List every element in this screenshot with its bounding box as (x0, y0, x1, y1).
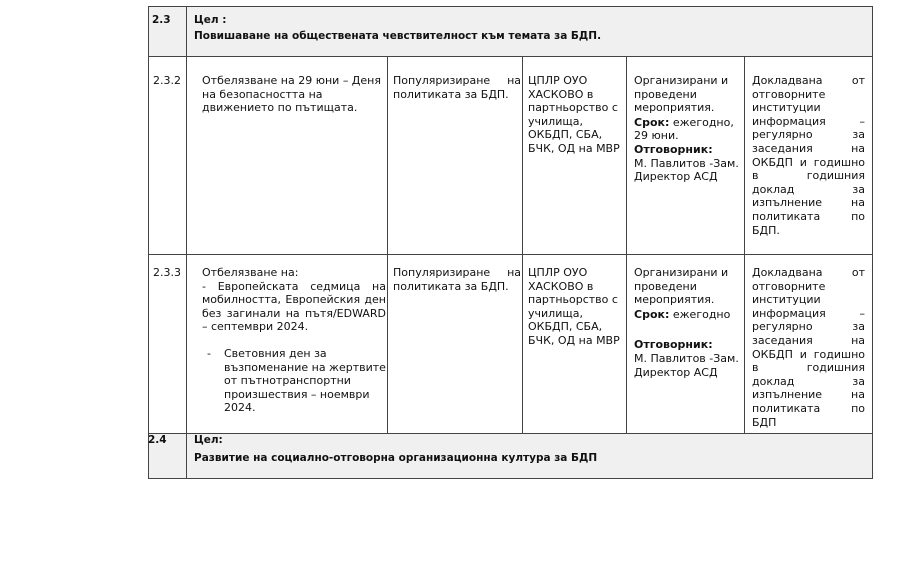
indicator-text: Организирани и проведени мероприятия. (634, 74, 729, 115)
responsible-institutions: ЦПЛР ОУО ХАСКОВО в партньорство с училища, ОКБДП, СБА, БЧК, ОД на МВР (528, 266, 620, 347)
goal-text: Повишаване на обществената чевствителност към темата за БДП. (194, 30, 602, 42)
deadline: Срок: ежегодно (634, 307, 731, 321)
indicator-text: Организирани и проведени мероприятия. (634, 266, 729, 307)
activity-description (202, 266, 386, 415)
activity-item: - Европейската седмица на мобилността, Европейския ден без загинали на пътя/EDWARD – септември 2024. (202, 279, 386, 334)
reporting-text: Докладвана от отговорните институции информация – регулярно за заседания на ОКБДП и годишно в годишния доклад за изпълнение на политиката по БДП. (752, 74, 865, 237)
activity-item: - Световния ден за възпоменание на жертвите от пътнотранспортни произшествия – ноември 2024. (207, 346, 386, 415)
deadline: Срок: ежегодно, 29 юни. (634, 115, 734, 143)
responsible-institutions: ЦПЛР ОУО ХАСКОВО в партньорство с училища, ОКБДП, СБА, БЧК, ОД на МВР (528, 74, 620, 155)
activity-description: Отбелязване на 29 юни – Деня на безопасността на движението по пътищата. (202, 74, 381, 115)
activity-intro: Отбелязване на: (202, 266, 299, 279)
owner-value: М. Павлитов -Зам. Директор АСД (634, 156, 739, 184)
action-plan-table (148, 6, 873, 479)
goal-label: Цел: (194, 434, 223, 446)
goal-number: 2.4 (148, 434, 167, 446)
activity-goal: Популяризиране на политиката за БДП. (393, 74, 521, 101)
indicator-cell (634, 74, 746, 184)
owner-label: Отговорник: (634, 338, 713, 352)
goal-label: Цел : (194, 14, 227, 26)
goal-number: 2.3 (152, 14, 171, 26)
owner-label: Отговорник: (634, 142, 713, 156)
activity-number: 2.3.3 (153, 266, 181, 279)
goal-text: Развитие на социално-отговорна организационна култура за БДП (194, 452, 598, 464)
reporting-text: Докладвана от отговорните институции информация – регулярно за заседания на ОКБДП и годишно в годишния доклад за изпълнение на политиката по БДП (752, 266, 865, 429)
owner-value: М. Павлитов -Зам. Директор АСД (634, 351, 739, 379)
activity-goal: Популяризиране на политиката за БДП. (393, 266, 521, 293)
activity-number: 2.3.2 (153, 74, 181, 87)
indicator-cell (634, 266, 746, 379)
